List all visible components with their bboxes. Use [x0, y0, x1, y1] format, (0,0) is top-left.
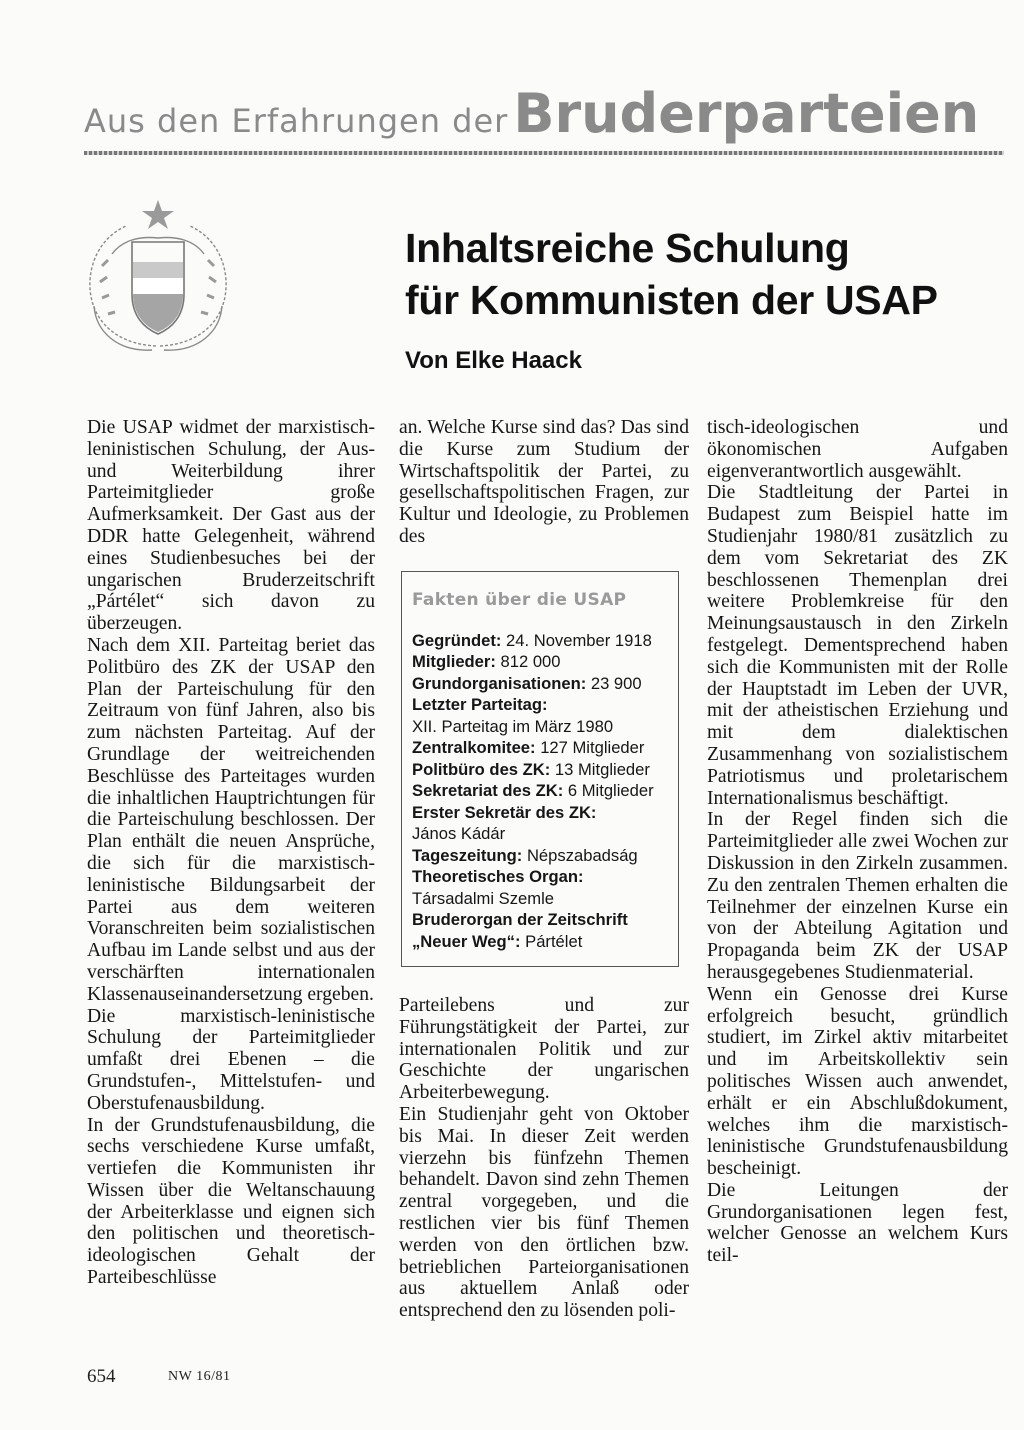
- paragraph: Parteilebens und zur Führungstätigkeit der Partei, zur internationalen Politik und zur Geschichte der ungarischen Arbeiterbewegung.: [399, 995, 689, 1104]
- paragraph: In der Regel finden sich die Parteimitglieder alle zwei Wochen zur Diskussion in den Zirkeln zusammen. Zu den zentralen Themen erhalten die Teilnehmer der einzelnen Kurse ein von der Abteilung Agitation und Propaganda beim ZK der USAP herausgegebenes Studienmaterial.: [707, 809, 1008, 983]
- text-column-2-bottom: [399, 995, 689, 1322]
- paragraph: Wenn ein Genosse drei Kurse erfolgreich besucht, gründlich studiert, im Zirkel aktiv mitarbeitet und im Arbeitskollektiv sein politisches Wissen auch anwendet, erhält er ein Abschlußdokument, welches ihm die marxistisch-leninistische Grundstufenausbildung bescheinigt.: [707, 983, 1008, 1180]
- paragraph: Die USAP widmet der marxistisch-leninistischen Schulung, der Aus- und Weiterbildung ihrer Parteimitglieder große Aufmerksamkeit. Der Gast aus der DDR hatte Gelegenheit, während eines Studienbesuches bei der ungarischen Bruderzeitschrift „Pártélet“ sich davon zu überzeugen.: [87, 417, 375, 635]
- paragraph: Die Stadtleitung der Partei in Budapest zum Beispiel hatte im Studienjahr 1980/81 zusätzlich zu dem vom Sekretariat des ZK beschlossenen Themenplan drei weitere Problemkreise für den Meinungsaustausch in den Zirkeln festgelegt. Dementsprechend haben sich die Kommunisten mit der Rolle der Hauptstadt im Leben der UVR, mit der atheistischen Erziehung und mit dem dialektischen Zusammenhang von sozialistischem Patriotismus und proletarischem Internationalismus beschäftigt.: [707, 482, 1008, 809]
- text-column-1: [87, 417, 375, 1289]
- issue-label: NW 16/81: [168, 1369, 231, 1384]
- paragraph: Die Leitungen der Grundorganisationen legen fest, welcher Genosse an welchem Kurs teil-: [707, 1179, 1008, 1267]
- paragraph: In der Grundstufenausbildung, die sechs verschiedene Kurse umfaßt, vertiefen die Kommunisten ihr Wissen über die Weltanschauung der Arbeiterklasse und eignen sich den politischen und theoretisch-ideologischen Gehalt der Parteibeschlüsse: [87, 1114, 375, 1289]
- fact-last-congress-label: Letzter Parteitag:: [412, 695, 548, 714]
- paragraph: Die marxistisch-leninistische Schulung der Parteimitglieder umfaßt drei Ebenen – die Grundstufen-, Mittelstufen- und Oberstufenausbildung.: [87, 1005, 375, 1114]
- page-number: 654: [87, 1366, 116, 1387]
- article-title: [405, 222, 938, 326]
- rubric-prefix: Aus den Erfahrungen der: [84, 102, 509, 140]
- text-column-2-top: [399, 417, 689, 548]
- fact-base-organizations: Grundorganisationen: 23 900: [412, 673, 642, 693]
- article-author: Von Elke Haack: [405, 347, 582, 374]
- fact-theoretical-organ-value: Társadalmi Szemle: [412, 888, 555, 908]
- party-emblem-icon: [82, 196, 234, 366]
- rubric-rule: [84, 151, 1004, 155]
- text-column-3: [707, 417, 1008, 1267]
- fact-first-secretary-label: Erster Sekretär des ZK:: [412, 802, 597, 822]
- fact-central-committee: Zentralkomitee: 127 Mitglieder: [412, 738, 645, 757]
- fact-founded: Gegründet: 24. November 1918: [412, 630, 652, 650]
- fact-politburo: Politbüro des ZK: 13 Mitglieder: [412, 759, 650, 779]
- fact-members: Mitglieder: 812 000: [412, 652, 561, 671]
- paragraph: Nach dem XII. Parteitag beriet das Politbüro des ZK der USAP den Plan der Parteischulung für den Zeitraum von fünf Jahren, also bis zum nächsten Parteitag. Auf der Grundlage der weitreichenden Beschlüsse des Parteitages wurden die inhaltlichen Hauptrichtungen für die Parteischulung beschlossen. Der Plan enthält die neuen Ansprüche, die sich für die marxistisch-leninistische Bildungsarbeit der Partei aus dem weiteren Voranschreiten beim sozialistischen Aufbau im Lande selbst und aus der verschärften internationalen Klassenauseinandersetzung ergeben.: [87, 634, 375, 1005]
- facts-box: [401, 571, 679, 967]
- section-rubric: [84, 82, 1004, 145]
- rubric-highlight: Bruderparteien: [513, 82, 980, 145]
- paragraph: an. Welche Kurse sind das? Das sind die Kurse zum Studium der Wirtschaftspolitik der Partei, zu gesellschaftspolitischen Fragen, zur Kultur und Ideologie, zu Problemen des: [399, 417, 689, 547]
- fact-daily-newspaper: Tageszeitung: Népszabadság: [412, 845, 638, 865]
- fact-secretariat: Sekretariat des ZK: 6 Mitglieder: [412, 781, 654, 800]
- facts-heading: Fakten über die USAP: [412, 590, 627, 610]
- title-line-2: für Kommunisten der USAP: [405, 277, 938, 323]
- fact-sister-journal-label: Bruderorgan der Zeitschrift: [412, 910, 628, 929]
- paragraph: tisch-ideologischen und ökonomischen Aufgaben eigenverantwortlich ausgewählt.: [707, 417, 1008, 482]
- fact-sister-journal-value: „Neuer Weg“: Pártélet: [412, 931, 583, 951]
- paragraph: Ein Studienjahr geht von Oktober bis Mai. In dieser Zeit werden vierzehn bis fünfzehn Themen behandelt. Davon sind zehn Themen zentral vorgegeben, und die restlichen vier bis fünf Themen werden von den örtlichen bzw. betrieblichen Parteiorganisationen aus aktuellem Anlaß oder entsprechend den zu lösenden poli-: [399, 1103, 689, 1322]
- fact-last-congress-value: XII. Parteitag im März 1980: [412, 716, 614, 736]
- title-line-1: Inhaltsreiche Schulung: [405, 225, 850, 271]
- fact-theoretical-organ-label: Theoretisches Organ:: [412, 867, 584, 886]
- fact-first-secretary-value: János Kádár: [412, 824, 506, 843]
